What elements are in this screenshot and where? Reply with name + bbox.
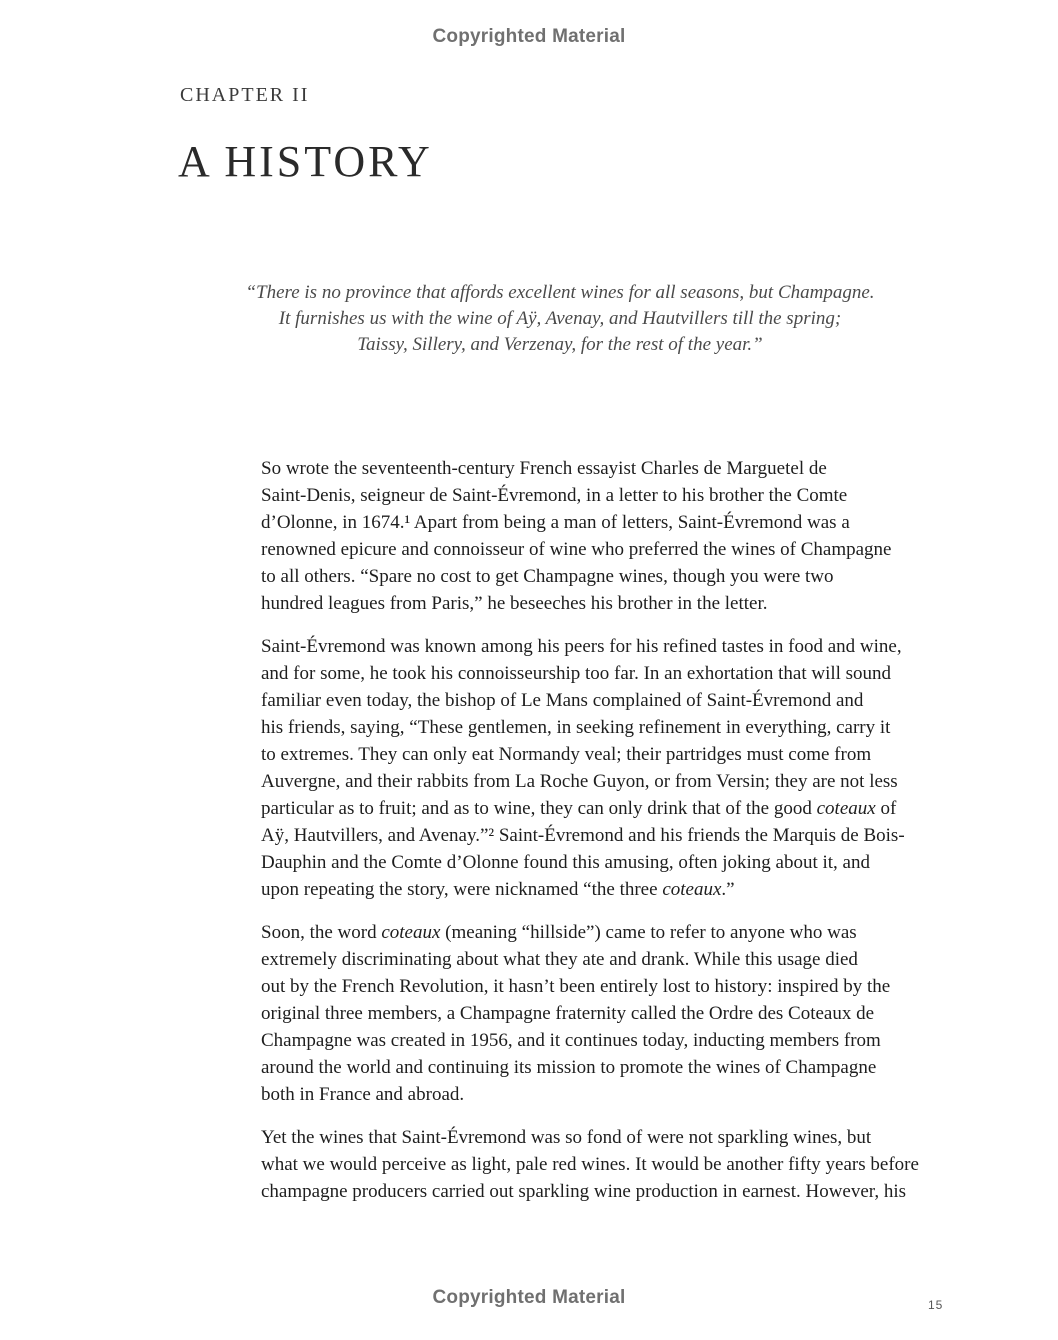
text-line: original three members, a Champagne fraternity called the Ordre des Coteaux de <box>261 1003 875 1024</box>
text-line: Saint-Denis, seigneur de Saint-Évremond, in a letter to his brother the Comte <box>261 485 848 506</box>
text-line: hundred leagues from Paris,” he beseeches his brother in the letter. <box>261 593 768 614</box>
text-line: Aÿ, Hautvillers, and Avenay.”² Saint-Évremond and his friends the Marquis de Bois- <box>261 825 905 846</box>
text-line: champagne producers carried out sparkling wine production in earnest. However, his <box>261 1181 907 1202</box>
text-line: Saint-Évremond was known among his peers for his refined tastes in food and wine, <box>261 636 902 657</box>
text-line: Yet the wines that Saint-Évremond was so fond of were not sparkling wines, but <box>261 1127 872 1148</box>
paragraph-2 <box>261 633 961 903</box>
epigraph-quote <box>150 280 970 358</box>
paragraph-3 <box>261 919 961 1108</box>
epigraph-line: Taissy, Sillery, and Verzenay, for the rest of the year.” <box>357 334 763 355</box>
chapter-title: A HISTORY <box>178 137 433 186</box>
chapter-label: CHAPTER II <box>180 84 310 106</box>
text-line: to extremes. They can only eat Normandy veal; their partridges must come from <box>261 744 872 765</box>
text-line: what we would perceive as light, pale red wines. It would be another fifty years before <box>261 1154 919 1175</box>
copyright-watermark-top: Copyrighted Material <box>432 26 626 47</box>
text-line: extremely discriminating about what they ate and drank. While this usage died <box>261 949 858 970</box>
epigraph-line: “There is no province that affords excellent wines for all seasons, but Champagne. <box>245 282 875 303</box>
text-line: and for some, he took his connoisseurship too far. In an exhortation that will sound <box>261 663 892 684</box>
copyright-watermark-bottom: Copyrighted Material <box>432 1287 626 1308</box>
text-line: Dauphin and the Comte d’Olonne found this amusing, often joking about it, and <box>261 852 870 873</box>
text-line: familiar even today, the bishop of Le Mans complained of Saint-Évremond and <box>261 690 864 711</box>
text-line: particular as to fruit; and as to wine, they can only drink that of the good coteaux of <box>261 798 897 819</box>
text-line: d’Olonne, in 1674.¹ Apart from being a man of letters, Saint-Évremond was a <box>261 512 850 533</box>
paragraph-1 <box>261 455 961 617</box>
text-line: out by the French Revolution, it hasn’t been entirely lost to history: inspired by the <box>261 976 891 997</box>
epigraph-line: It furnishes us with the wine of Aÿ, Avenay, and Hautvillers till the spring; <box>278 308 842 329</box>
body-text <box>261 455 961 1221</box>
text-line: So wrote the seventeenth-century French essayist Charles de Marguetel de <box>261 458 827 479</box>
text-line: Soon, the word coteaux (meaning “hillside”) came to refer to anyone who was <box>261 922 857 943</box>
text-line: to all others. “Spare no cost to get Champagne wines, though you were two <box>261 566 834 587</box>
paragraph-4 <box>261 1124 961 1205</box>
text-line: Auvergne, and their rabbits from La Roche Guyon, or from Versin; they are not less <box>261 771 898 792</box>
text-line: around the world and continuing its mission to promote the wines of Champagne <box>261 1057 877 1078</box>
text-line: Champagne was created in 1956, and it continues today, inducting members from <box>261 1030 881 1051</box>
text-line: both in France and abroad. <box>261 1084 465 1105</box>
text-line: renowned epicure and connoisseur of wine who preferred the wines of Champagne <box>261 539 892 560</box>
text-line: upon repeating the story, were nicknamed “the three coteaux.” <box>261 879 735 900</box>
text-line: his friends, saying, “These gentlemen, in seeking refinement in everything, carry it <box>261 717 891 738</box>
page-number: 15 <box>928 1298 944 1312</box>
